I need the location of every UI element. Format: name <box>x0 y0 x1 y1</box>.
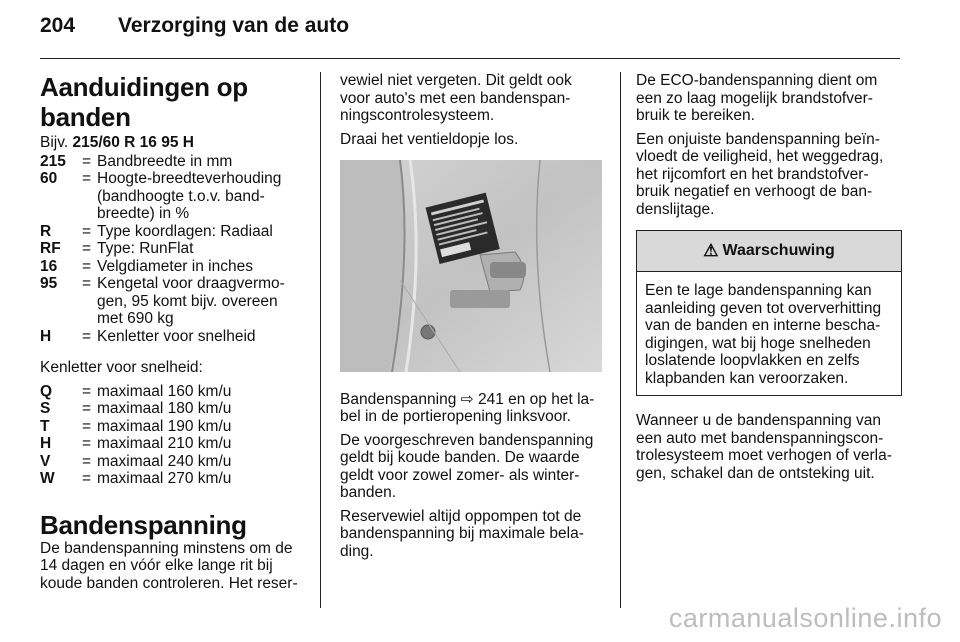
definition-value: Type koordlagen: Radiaal <box>97 222 273 240</box>
definition-equals: = <box>82 257 92 275</box>
speed-equals: = <box>82 435 92 452</box>
speed-value: maximaal 190 km/u <box>97 417 232 435</box>
column-2 <box>340 72 604 566</box>
page-header <box>40 14 920 42</box>
definition-value: Hoogte-breedteverhouding (bandhoogte t.o.v. band-breedte) in % <box>97 170 282 222</box>
door-pillar-label-photo <box>340 160 602 372</box>
definition-key: 95 <box>40 275 58 292</box>
definition-row <box>40 328 302 346</box>
speed-intro: Kenletter voor snelheid: <box>40 359 203 376</box>
definition-row <box>40 240 302 258</box>
speed-row <box>40 453 302 471</box>
speed-equals: = <box>82 400 92 417</box>
speed-equals: = <box>82 452 92 470</box>
page-number: 204 <box>40 14 76 37</box>
speed-value: maximaal 160 km/u <box>97 382 232 400</box>
definition-row <box>40 258 302 276</box>
paragraph: De voorgeschreven bandenspanning geldt bij koude banden. De waarde geldt voor zowel zomer- als winter-banden. <box>340 431 594 501</box>
section-heading-tyre-markings: Aanduidingen op banden <box>40 72 248 132</box>
warning-box <box>636 230 902 396</box>
column-divider <box>320 72 321 608</box>
section-heading-tyre-pressure: Bandenspanning <box>40 509 247 540</box>
definition-value: Bandbreedte in mm <box>97 152 233 170</box>
header-rule <box>40 58 900 59</box>
paragraph: Reservewiel altijd oppompen tot de bandenspanning bij maximale bela-ding. <box>340 507 584 560</box>
definition-value: Kengetal voor draagvermo-gen, 95 komt bijv. overeen met 690 kg <box>97 275 285 327</box>
definition-key: RF <box>40 240 61 257</box>
speed-value: maximaal 180 km/u <box>97 400 232 417</box>
tyre-code-example <box>40 134 302 152</box>
speed-equals: = <box>82 417 92 435</box>
speed-row <box>40 470 302 488</box>
speed-key: S <box>40 400 51 417</box>
definition-value: Type: RunFlat <box>97 240 194 257</box>
warning-text: Een te lage bandenspanning kan aanleiding geven tot oververhitting van de banden en interne bescha-digingen, wat bij hoge snelheden loslatende loopvlakken en zelfs klapbanden kan veroorzaken. <box>645 282 882 387</box>
definition-equals: = <box>82 152 92 170</box>
definition-equals: = <box>82 222 92 240</box>
speed-value: maximaal 240 km/u <box>97 452 232 470</box>
page-title: Verzorging van de auto <box>118 14 350 37</box>
definition-key: 215 <box>40 152 66 170</box>
example-code: 215/60 R 16 95 H <box>72 134 194 151</box>
definition-key: R <box>40 222 52 240</box>
paragraph: Een onjuiste bandenspanning beïn-vloedt de veiligheid, het weggedrag, het rijcomfort en het brandstofver-bruik negatief en verhoogt de ban-denslijtage. <box>636 130 884 218</box>
speed-value: maximaal 210 km/u <box>97 435 232 452</box>
definition-key: H <box>40 327 52 345</box>
speed-row <box>40 383 302 401</box>
speed-key: Q <box>40 382 53 400</box>
definition-equals: = <box>82 240 92 257</box>
warning-triangle-icon: ⚠ <box>703 241 719 261</box>
definition-equals: = <box>82 170 92 187</box>
definition-value: Velgdiameter in inches <box>97 257 253 275</box>
speed-key: H <box>40 435 52 452</box>
column-1 <box>40 72 302 598</box>
speed-row <box>40 400 302 418</box>
definition-equals: = <box>82 275 92 292</box>
watermark: carmanualsonline.info <box>668 603 942 633</box>
definition-equals: = <box>82 327 92 345</box>
definition-row <box>40 153 302 171</box>
paragraph: Draai het ventieldopje los. <box>340 130 519 148</box>
definition-row <box>40 170 302 223</box>
paragraph: Wanneer u de bandenspanning van een auto met bandenspanningscon-trolesysteem moet verhogen of verla-gen, schakel dan de ontsteking uit. <box>636 412 892 482</box>
warning-header <box>637 231 901 272</box>
speed-index-list <box>40 383 302 488</box>
paragraph: De ECO-bandenspanning dient om een zo laag mogelijk brandstofver-bruik te bereiken. <box>636 72 878 124</box>
definition-key: 16 <box>40 257 58 275</box>
speed-key: W <box>40 470 55 487</box>
speed-row <box>40 435 302 453</box>
definition-key: 60 <box>40 170 58 187</box>
photo-caption: Bandenspanning ⇨ 241 en op het la-bel in de portieropening linksvoor. <box>340 390 595 425</box>
speed-equals: = <box>82 470 92 487</box>
example-prefix: Bijv. <box>40 134 73 151</box>
paragraph: vewiel niet vergeten. Dit geldt ook voor auto's met een bandenspan-ningscontrolesysteem. <box>340 72 572 124</box>
speed-value: maximaal 270 km/u <box>97 470 232 487</box>
column-divider <box>620 72 621 608</box>
speed-row <box>40 418 302 436</box>
speed-key: V <box>40 452 51 470</box>
definition-value: Kenletter voor snelheid <box>97 327 256 345</box>
column-3 <box>636 72 902 488</box>
tyre-pressure-paragraph: De bandenspanning minstens om de 14 dagen en vóór elke lange rit bij koude banden controleren. Het reser- <box>40 539 298 592</box>
warning-title: Waarschuwing <box>722 242 835 260</box>
speed-equals: = <box>82 382 92 400</box>
definition-row <box>40 275 302 328</box>
tyre-code-definitions <box>40 153 302 346</box>
definition-row <box>40 223 302 241</box>
speed-key: T <box>40 417 50 435</box>
